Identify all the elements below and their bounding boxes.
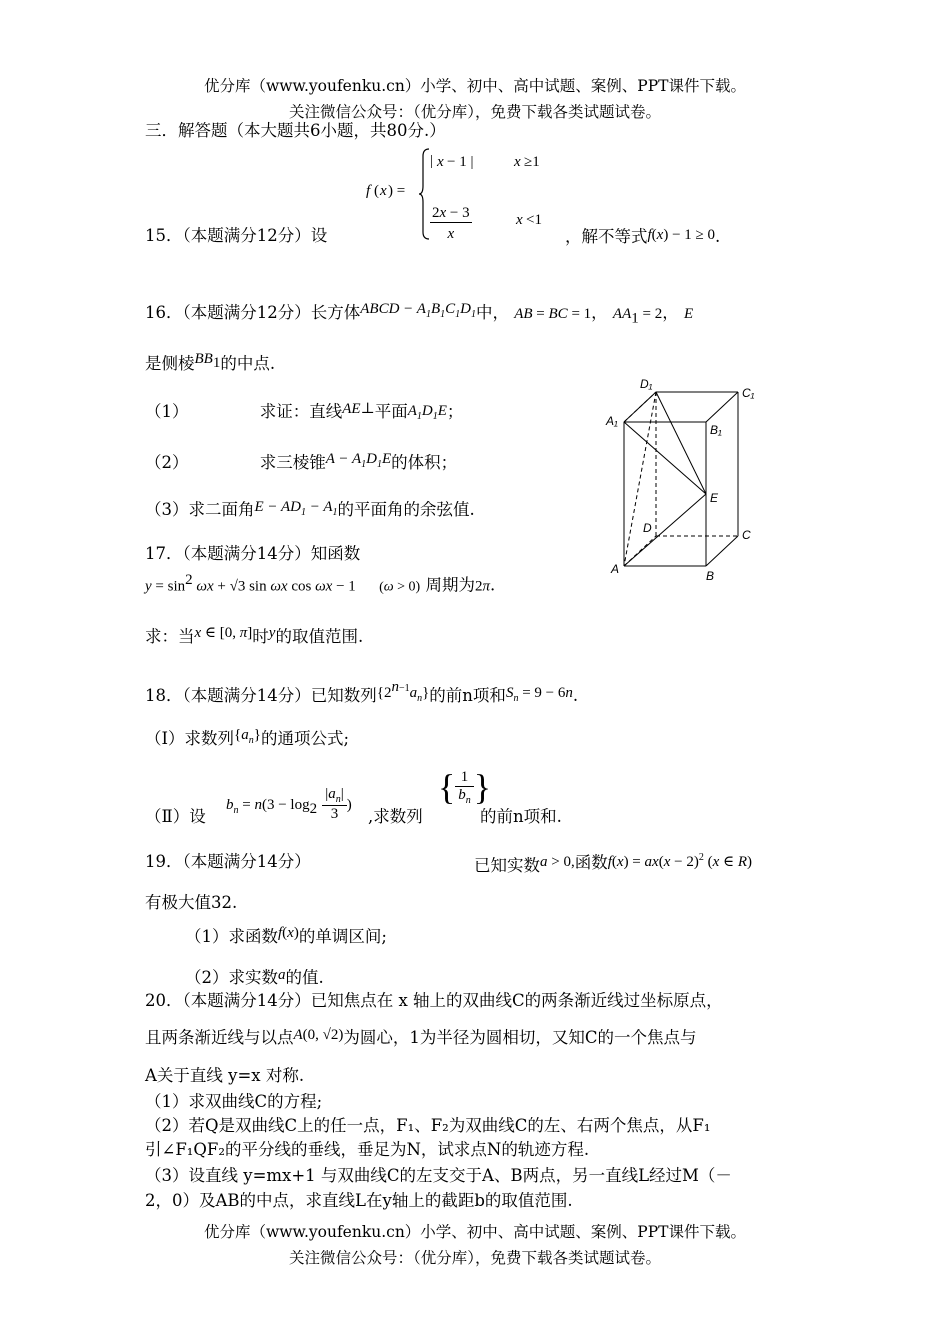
q17-lead: 17．（本题满分14分）知函数: [145, 544, 361, 563]
header-line-2: 关注微信公众号：（优分库），免费下载各类试题试卷。: [288, 103, 661, 121]
q17-period: 周期为: [425, 575, 475, 595]
q16-line-1: 16．（本题满分12分）长方体ABCD − $A_1B_1C_1D_1$中， AB = BC = 1， $AA_1 = 2$， E: [145, 301, 694, 327]
q17-ask-2: 时: [252, 627, 269, 646]
footer-line-1: 优分库（www.youfenku.cn）小学、初中、高中试题、案例、PPT课件下载。: [203, 1223, 747, 1241]
q15-piecewise: f ( x ) = | x − 1 | x ≥1 2x − 3 x x <1: [360, 148, 590, 243]
q15-end: .: [715, 227, 721, 246]
q16-line2a: 是侧棱: [145, 354, 195, 373]
q19-given-text: 已知实数: [474, 856, 540, 875]
q16-lead: 16．（本题满分12分）长方体: [145, 303, 361, 322]
q18-lead2: 的前n项和: [429, 686, 506, 705]
q16-p1b: 求证：直线: [259, 402, 343, 421]
q19-p2b: 的值.: [285, 968, 324, 987]
label-E: E: [710, 491, 719, 505]
q19-part-1: （1）求函数f(x)的单调区间;: [185, 925, 387, 946]
q19-p1b: 的单调区间;: [298, 927, 387, 946]
q16-line-2: 是侧棱$BB_1$的中点.: [145, 351, 276, 373]
q18-lead-text: 18．（本题满分14分）已知数列: [145, 686, 377, 705]
q18-p2b: ,求数列: [368, 807, 423, 826]
q15-lead: 15．（本题满分12分）设: [145, 226, 328, 245]
q16-line2b: 的中点.: [220, 354, 276, 373]
q18-bn-formula: $b_n = n(3 - \log_2$ $\frac{|a_n|}{3}$ ): [226, 786, 352, 822]
q18-p2c: 的前n项和.: [480, 807, 562, 826]
q19-p2a: （2）求实数: [185, 968, 278, 987]
footer-line-2: 关注微信公众号：（优分库），免费下载各类试题试卷。: [288, 1249, 661, 1267]
cuboid-figure: [600, 372, 770, 587]
q19-func-text: 函数: [574, 853, 608, 872]
label-A1: A₁: [606, 414, 618, 428]
label-C: C: [742, 528, 751, 542]
q20-part-3b: 2，0）及AB的中点，求直线L在y轴上的截距b的取值范围.: [145, 1191, 573, 1210]
q19-given: 已知实数a > 0,函数$f(x) = ax(x - 2)^2$ (x ∈ R): [474, 852, 753, 875]
q19-lead: 19．（本题满分14分）: [145, 852, 311, 871]
q20-part-1: （1）求双曲线C的方程;: [145, 1092, 323, 1111]
q20-part-2b: 引∠F₁QF₂的平分线的垂线，垂足为N，试求点N的轨迹方程.: [145, 1140, 590, 1159]
q16-p2b: 求三棱锥: [259, 453, 326, 472]
q20-part-2: （2）若Q是双曲线C上的任一点，F₁、F₂为双曲线C的左、右两个焦点，从F₁: [145, 1116, 711, 1135]
header-line-1: 优分库（www.youfenku.cn）小学、初中、高中试题、案例、PPT课件下载。: [203, 77, 747, 95]
q19-part-2: （2）求实数a的值.: [185, 967, 324, 987]
q19-line-2: 有极大值32.: [145, 893, 238, 912]
q16-part-2: （2） 求三棱锥$A - A_1D_1E$的体积；: [145, 451, 458, 472]
q15-tail-text: ，解不等式: [565, 227, 648, 246]
q20-line2b: 为圆心，1为半径为圆相切，又知C的一个焦点与: [343, 1028, 697, 1047]
q16-p1c: 平面: [374, 402, 408, 421]
q20-line2a: 且两条渐近线与以点: [145, 1028, 294, 1047]
q18-part-1: （Ⅰ）求数列$\{a_n\}$的通项公式;: [145, 727, 349, 748]
q17-ask: 求：当x ∈ [0, π]时y的取值范围.: [145, 625, 364, 646]
q18-p1b: 的通项公式;: [260, 729, 349, 748]
q16-part-3: （3）求二面角$E - AD_1 - A_1$的平面角的余弦值.: [145, 499, 475, 519]
q17-ask-1: 求：当: [145, 627, 195, 646]
label-A: A: [611, 562, 620, 576]
q20-part-3: （3）设直线 y=mx+1 与双曲线C的左支交于A、B两点，另一直线L经过M（－: [145, 1166, 732, 1185]
q16-mid: 中，: [475, 303, 509, 322]
q17-formula: $y = \sin^2 \omega x + √3$ sin ωx cos ωx − 1 (ω > 0) 周期为2π.: [145, 572, 496, 595]
q16-p1d: ；: [446, 402, 464, 421]
q20-line-1: 20．（本题满分14分）已知焦点在 x 轴上的双曲线C的两条渐近线过坐标原点，: [145, 991, 723, 1010]
section-title: 三．解答题（本大题共6小题，共80分.）: [145, 121, 446, 140]
q18-lead: 18．（本题满分14分）已知数列$\{2^{n-1}a_n\}$的前n项和$S_n = 9 - 6n$.: [145, 679, 579, 705]
q19-p1a: （1）求函数: [185, 927, 278, 946]
label-B1: B₁: [710, 423, 722, 437]
label-B: B: [706, 569, 715, 583]
label-C1: C₁: [742, 386, 755, 400]
q17-ask-3: 的取值范围.: [275, 627, 364, 646]
q20-line-3: A关于直线 y=x 对称.: [145, 1066, 305, 1085]
q18-p1a: （Ⅰ）求数列: [145, 729, 235, 748]
q15-tail: ，解不等式f(x) − 1 ≥ 0.: [565, 227, 721, 246]
label-D: D: [643, 521, 652, 535]
q18-reciprocal-seq: { $\frac{1}{b_n}$ }: [438, 767, 492, 807]
label-D1: D₁: [640, 377, 653, 391]
q18-p2a: （Ⅱ）设: [145, 807, 206, 826]
q16-p3b: 的平面角的余弦值.: [337, 500, 475, 519]
q20-line-2: 且两条渐近线与以点A(0, √2)为圆心，1为半径为圆相切，又知C的一个焦点与: [145, 1027, 697, 1047]
q16-p2a: （2）: [145, 453, 189, 472]
q16-part-1: （1） 求证：直线AE⊥平面$A_1D_1E$；: [145, 401, 464, 422]
q16-p1a: （1）: [145, 402, 189, 421]
q16-p3a: （3）求二面角: [145, 500, 255, 519]
q16-p2c: 的体积；: [391, 453, 458, 472]
